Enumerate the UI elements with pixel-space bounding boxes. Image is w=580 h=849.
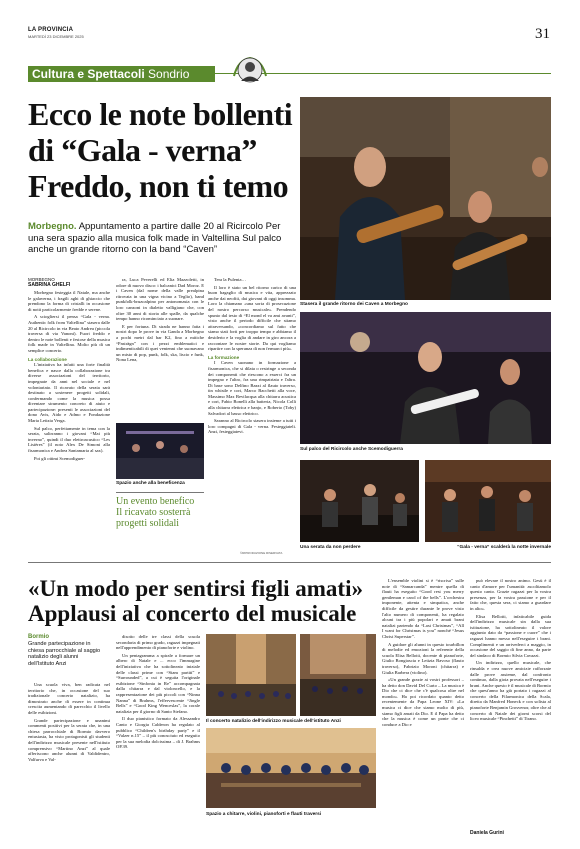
- masthead-name: LA PROVINCIA: [28, 27, 74, 33]
- paragraph: E per fortuna. Di strada ne hanno fatta i nostri dopo le prove in via Ganda a Morbegno a pochi metri dal bar K2, fino a mitiche “Pasträgn” con i pezzi emblematici e indimenticabili di quei ventenni che suonavano un misto di pop, punk, folk, ska, liscio e funk, Nona Lena,: [116, 323, 204, 363]
- section-bar: [28, 66, 215, 82]
- paragraph: A guidare gli alunni in questo tourbillon di melodie ed emozioni la referente della scuola Elisa Bellotti, docente di pianoforte, Giulio Bongiascia e Letizia Bavoso (flauto traverso), Fabrizio Moroni (chitarra) e Giulia Barbera (violino).: [382, 641, 464, 675]
- photo-church-ensemble: [300, 634, 376, 716]
- article2-headline: [28, 576, 388, 626]
- article1-col2: [116, 277, 204, 417]
- paragraph: I Caven suonano in formazione a fisarmonica, che si dilata o restringe a seconda dei componenti che riescono a esserci fra un impegno e l'altro, fra una rimpatriata e l'altra. Di base sono Delfino Bazzi al flauto traverso, tin whistle e cori, Marco Bacchetti alla voce, Massimo Max Bevilacqua alla chitarra acustica e cori, Fabio Bonelli alla batteria, Nicola Colli alla chitarra elettrica e banjo, e Roberto (Toby) Salvadori al basso elettrico.: [208, 360, 296, 416]
- dek-place: Morbegno.: [28, 221, 77, 232]
- paragraph: Un pentagramma a spirale a formare un albero di Natale e ... ecco l'immagine dell'iniziativa che ha sottolineato iniziale delle classi prime con “Siam partiti” e “Surrounded”, a cui è seguita l'originale esibizione “Sinfonia in Re” accompagnata dalla chitarra e dal violoncello, e la rappresentazione dei più piccoli con “Ninna Nanna” di Brahms, l'effervescente “Jingle Bells” e “Good King Wenceslas”, la corale natalizia per il giorno di Santo Stefano.: [116, 652, 200, 714]
- photo-evening: [300, 460, 419, 542]
- article1-col3: [208, 277, 296, 555]
- paragraph: «Un grande grazie ai vostri professori – ha detto don David Del Curto – La musica è Dio che ci dice che c'è qualcosa oltre nel mondo». Ha poi ricordato quanto detto recentemente da Papa Leone XIV: «La musica ci dice che siamo molto di più, siamo figli amati da Dio. E il Papa ha detto che la musica è come un ponte che ci conduce a Dio e: [382, 677, 464, 727]
- page-number: 31: [535, 26, 550, 42]
- headline-line: di “Gala - verna”: [28, 132, 257, 168]
- article1-col1: [28, 290, 110, 555]
- caption-charity-photo: Spazio anche alla beneficenza: [116, 481, 185, 486]
- paragraph: disotto delle tre classi della scuola secondaria di primo grado, ragazzi impegnati nell'apprendimento di pianoforte e violino.: [116, 634, 200, 651]
- article2-col3: [382, 578, 464, 836]
- side-place: Bormio: [28, 634, 49, 640]
- article2-side-summary: [28, 634, 106, 668]
- photo-charity: [116, 423, 204, 479]
- caption-instruments-photo: Spazio a chitarre, violini, pianoforti e flauti traversi: [206, 812, 322, 817]
- paragraph: Il loro è stato un bel ritorno carico di una buon bagaglio di musica e vita, apprezzato anche dai neofiti, dai giovani di oggi insomma. Loro la chiamano «una sorta di prosecuzione del nostro percorso musicale». Prendendo spunto dal testo di “El mond el va ami avanti”, visto anche il periodo difficile che stiamo attraversando, «concordiamo sul fatto che siamo stati forti per troppo tempo e abbiamo il desiderio e la voglia di andare in giro ancora a raccontare le nostre storie. Da qui vogliamo ripartire con la speranza di non fermarci più».: [208, 284, 296, 352]
- paragraph: Una scuola viva, ben radicata nel territorio che, in occasione del suo tradizionale concerto natalizio, ha dimostrato anche di essere in continua crescita aumentando di parecchio il livello delle esibizioni.: [28, 682, 110, 715]
- article1-dek: [28, 221, 288, 256]
- headline-line: Applausi al concerto del musicale: [28, 601, 357, 626]
- article1-headline: [28, 96, 298, 204]
- headline-line: «Un modo per sentirsi figli amati»: [28, 576, 363, 601]
- article2-col1: [28, 682, 110, 832]
- article2-col4: [470, 578, 551, 828]
- photo-caven-concert: [300, 97, 551, 300]
- subheading: La collaborazione: [28, 356, 67, 362]
- article2-author: Daniela Gurini: [470, 830, 504, 836]
- caption-evening-photo: Una serata da non perdere: [300, 545, 361, 550]
- photo-instruments: [206, 728, 376, 808]
- paragraph: Saranno al Ricircolo stasera insieme a tutti i loro compagni di Gala - verna. Festeggiateli. Anzi, festeggiatevi.: [208, 418, 296, 435]
- byline: [28, 277, 70, 288]
- photo-gala-verna: [425, 460, 551, 542]
- article2-col2: [116, 634, 200, 834]
- photo-church-concert: [206, 634, 296, 716]
- byline-author: SABRINA GHELFI: [28, 281, 71, 288]
- paragraph: Elisa Bellotti, infaticabile guida dell'indirizzo musicale sin dalla sua istituzione, ha sottolineato il valore aggiunto dato da “passione e cuore” che i ragazzi hanno messo nell'eseguire i brani. Complimenti e un arrivederci a maggio, in occasione del saggio di fine anno, da parte del sindaco di Bormio Silvia Cavazzi.: [470, 613, 551, 658]
- paragraph: Tera la Pulenta…: [214, 277, 247, 282]
- article-divider: [28, 562, 551, 563]
- paragraph: Il duo pianistico formato da Alessandro Canto e Giorgia Calderon ha regalato al pubblico “Children's birthday party” e il “Valzer n.15” – il più conosciuto ed eseguito per la sua melodia dolcissima – di J. Brahms OP.39.: [116, 716, 200, 750]
- paragraph: Sul palco, perfettamente in tema con la serata, salirranno i giovani “Mai più inverno”, quindi il duo elettroacustico “Les Lisières” (il noto Alex De Simoni alla fisarmonica e Andrea Santamaria al sax).: [28, 425, 110, 454]
- caption-gala-verna-photo: “Gala - verna” scalderà la notte invernale: [457, 545, 551, 550]
- paragraph: ra, Luca Peverelli ed Elia Mazzoletti, in odore di nuovo disco: i balcanici Dad Moroz. E i Caven (dal nome della valle prealpina ritrovata in una vigna vicino a Teglio), band punkfolk-bruzoalpino per antonomasia con le loro canzoni in dialetto valligiano che, con oltre 30 anni di storia alle spalle, da qualche tempo hanno ricominciato a suonare.: [116, 277, 204, 322]
- paragraph: L'iniziativa ha infatti una forte finalità benefica e nasce dalla collaborazione tra diverse associazioni del territorio, impegnate da anni nel sociale e nel volontariato. Il ricavato della serata sarà destinato a sostenere progetti solidali, confermando come la musica possa diventare strumento concreto di aiuto e partecipazione: presenti le associazioni del dono Avis, Aido e Admo e Fondazione Maria Letizia Verga.: [28, 362, 110, 424]
- caption-main-photo: Stasera il grande ritorno dei Caven a Morbegno: [300, 302, 408, 307]
- section-subtitle: Sondrio: [148, 67, 190, 81]
- caption-stage-photo: Sul palco del Ricircolo anche Scemodiguerra: [300, 447, 403, 452]
- paragraph: Grande partecipazione e unanimi commenti positivi per la serata che, in una chiesa parrocchiale di Bormio davvero entusiasta, ha visto protagonisti gli studenti dell'indirizzo musicale presente nell'istituto comprensivo “Martino Anzi” al quale afferiscono anche alunni di Valdidentro, Valfurva e Val-: [28, 717, 110, 762]
- photo-stage: [300, 312, 551, 444]
- paragraph: Un indirizzo, quello musicale, che rinsalda e crea nuove amicizie rafforzate dalle prove assieme, dal confronto continuo, dalla gioia provata nell'eseguire i brani. Anche questo è il musicale di Bormio che quest'anno ha già portato i ragazzi al concerto della Filarmonica della Scala, diretta da Manfred Honeck e con solista al pianoforte Benjamin Grosvenor, oltre che al concerto di Natale dei giorni scorsi del liceo musicale “Pinchetti” di Tirano.: [470, 660, 551, 722]
- paragraph: Morbegno festeggia il Natale, ma anche le galaverna, i fragili aghi di ghiaccio che prendono la forma di cristalli in occasione di notti particolarmente fredde e serene.: [28, 290, 110, 312]
- pull-quote: Un evento benefico Il ricavato sosterrà progetti solidali: [116, 496, 195, 529]
- dek-text: Appuntamento a partire dalle 20 al Ricircolo Per una sera spazio alla musica folk made in Valtellina Sul palco anche un grande ritorno con la band “Caven”: [28, 221, 282, 255]
- masthead-date: MARTEDÌ 23 DICEMBRE 2025: [28, 34, 84, 39]
- caption-church-photo: Il concerto natalizio dell'indirizzo musicale dell'istituto Anzi: [206, 719, 341, 724]
- paragraph: può elevare il nostro animo. Gesù è il canto d'amore per l'umanità: ascoltiamolo questo canto. Grazie ragazzi per la vostra presenza, per la vostra passione e per il fatto che, questa sera, ci siamo a guardare in alto».: [470, 578, 551, 611]
- copyright-note: ©RIPRODUZIONE RISERVATA: [240, 551, 283, 555]
- portrait-logo-icon: [230, 50, 270, 90]
- byline-place: MORBEGNO: [28, 277, 55, 282]
- section-title: Cultura e Spettacoli: [32, 67, 145, 81]
- headline-line: Ecco le note bollenti: [28, 96, 293, 132]
- quote-rule: [116, 492, 204, 493]
- side-summary-text: Grande partecipazione in chiesa parrocchiale al saggio natalizio degli alunni dell'Istituto Anzi: [28, 640, 101, 668]
- headline-line: Freddo, non ti temo: [28, 168, 289, 204]
- paragraph: A sciogliersi il pensa “Gala - verna. Authentic folk from Valtellina” stasera dalle 20 al Ricircolo in via Beato Andrea (piccola traversa di via Vanoni). Fuori freddo e dentro le note bollenti e festose della musica folk made in Valtellina. Molto più di un semplice concerto.: [28, 314, 110, 353]
- subheading: La formazione: [208, 354, 240, 360]
- paragraph: Poi gli ottimi Scemodiguer-: [34, 455, 86, 461]
- paragraph: L'ensemble violini si è “riscrisa” sulle note di “Samarcanda” mentre quella di flauti ha eseguito “Good rest you merry gentleman e carol of the bells”. L'orchestra imponente, attenta e simpatica, anche difficile da gestire durante le prove visto l'alto numero di componenti, ha regalato alcuni tra i più popolari e amati brani natalizi partendo da “Last Christmas”, “All I want for Christmas is you” nonché “Jesus Christ Superstar”.: [382, 578, 464, 639]
